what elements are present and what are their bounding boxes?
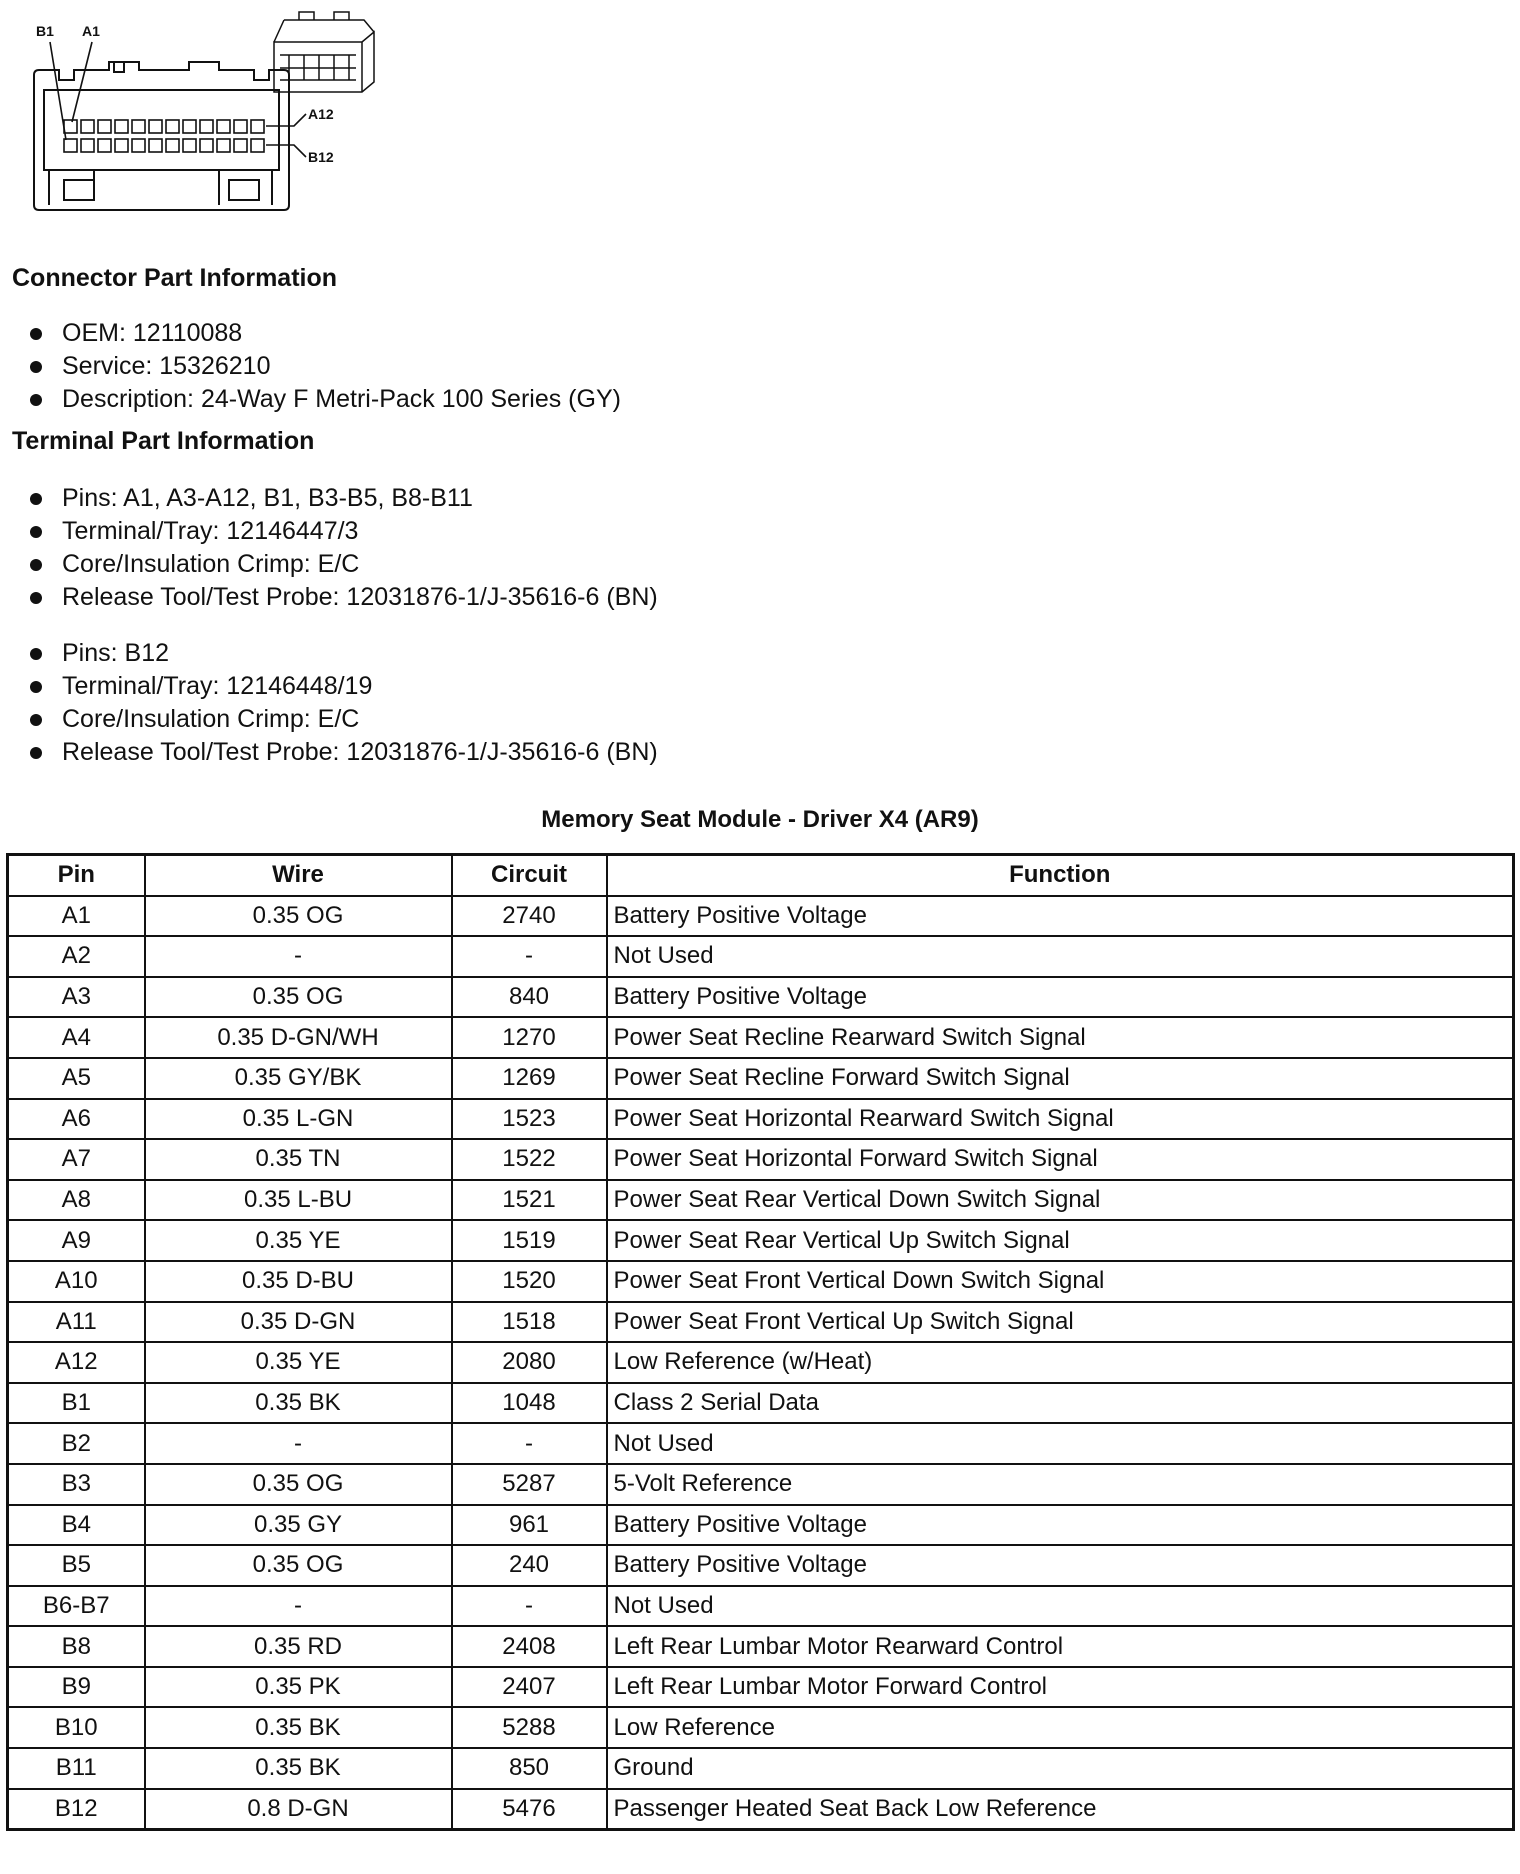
table-row <box>8 1545 1514 1586</box>
cell-pin: A4 <box>8 1017 145 1058</box>
cell-function: Power Seat Rear Vertical Down Switch Signal <box>607 1180 1514 1221</box>
cell-function: Power Seat Recline Rearward Switch Signal <box>607 1017 1514 1058</box>
cell-wire: 0.35 BK <box>145 1707 452 1748</box>
table-row <box>8 896 1514 937</box>
table-body <box>8 896 1514 1830</box>
table-row <box>8 1586 1514 1627</box>
cell-circuit: 850 <box>452 1748 607 1789</box>
table-row <box>8 1302 1514 1343</box>
cell-function: Not Used <box>607 1423 1514 1464</box>
cell-function: Ground <box>607 1748 1514 1789</box>
cell-circuit: 1520 <box>452 1261 607 1302</box>
cell-wire: 0.35 OG <box>145 1464 452 1505</box>
cell-function: Power Seat Front Vertical Down Switch Signal <box>607 1261 1514 1302</box>
cell-pin: A7 <box>8 1139 145 1180</box>
cell-pin: A9 <box>8 1220 145 1261</box>
cell-pin: B3 <box>8 1464 145 1505</box>
cell-circuit: 2080 <box>452 1342 607 1383</box>
cell-circuit: 1518 <box>452 1302 607 1343</box>
cell-function: Left Rear Lumbar Motor Rearward Control <box>607 1626 1514 1667</box>
cell-function: Not Used <box>607 936 1514 977</box>
cell-circuit: 1523 <box>452 1099 607 1140</box>
cell-circuit: 2408 <box>452 1626 607 1667</box>
cell-wire: 0.35 PK <box>145 1667 452 1708</box>
cell-wire: 0.35 BK <box>145 1748 452 1789</box>
connector-info-title: Connector Part Information <box>12 264 338 292</box>
cell-circuit: 1522 <box>452 1139 607 1180</box>
cell-circuit: 1048 <box>452 1383 607 1424</box>
cell-circuit: 5476 <box>452 1789 607 1830</box>
cell-wire: 0.35 D-GN <box>145 1302 452 1343</box>
cell-circuit: 1519 <box>452 1220 607 1261</box>
pinout-table <box>6 853 1515 1831</box>
list-item: Service: 15326210 <box>26 350 621 383</box>
cell-circuit: 5288 <box>452 1707 607 1748</box>
table-row <box>8 1626 1514 1667</box>
list-item: Pins: A1, A3-A12, B1, B3-B5, B8-B11 <box>26 482 658 515</box>
cell-wire: 0.35 D-BU <box>145 1261 452 1302</box>
cell-function: Left Rear Lumbar Motor Forward Control <box>607 1667 1514 1708</box>
cell-circuit: - <box>452 1423 607 1464</box>
cell-function: Battery Positive Voltage <box>607 1545 1514 1586</box>
cell-wire: 0.8 D-GN <box>145 1789 452 1830</box>
table-row <box>8 1464 1514 1505</box>
cell-function: Class 2 Serial Data <box>607 1383 1514 1424</box>
cell-pin: A2 <box>8 936 145 977</box>
table-row <box>8 1667 1514 1708</box>
table-row <box>8 1220 1514 1261</box>
cell-function: Battery Positive Voltage <box>607 977 1514 1018</box>
cell-circuit: 961 <box>452 1505 607 1546</box>
header-circuit: Circuit <box>452 855 607 896</box>
cell-function: Not Used <box>607 1586 1514 1627</box>
list-item: Terminal/Tray: 12146448/19 <box>26 670 658 703</box>
cell-function: Passenger Heated Seat Back Low Reference <box>607 1789 1514 1830</box>
list-item: OEM: 12110088 <box>26 317 621 350</box>
cell-function: Battery Positive Voltage <box>607 896 1514 937</box>
table-row <box>8 936 1514 977</box>
cell-circuit: 2740 <box>452 896 607 937</box>
table-row <box>8 1099 1514 1140</box>
table-row <box>8 1423 1514 1464</box>
table-row <box>8 1505 1514 1546</box>
cell-wire: 0.35 RD <box>145 1626 452 1667</box>
label-a1: A1 <box>82 23 100 39</box>
cell-function: 5-Volt Reference <box>607 1464 1514 1505</box>
table-row <box>8 1139 1514 1180</box>
list-item: Release Tool/Test Probe: 12031876-1/J-35616-6 (BN) <box>26 736 658 769</box>
cell-wire: 0.35 OG <box>145 1545 452 1586</box>
cell-wire: 0.35 D-GN/WH <box>145 1017 452 1058</box>
header-function: Function <box>607 855 1514 896</box>
cell-wire: 0.35 OG <box>145 896 452 937</box>
table-header-row <box>8 855 1514 896</box>
cell-pin: B10 <box>8 1707 145 1748</box>
table-row <box>8 1383 1514 1424</box>
label-b1: B1 <box>36 23 54 39</box>
cell-pin: A8 <box>8 1180 145 1221</box>
cell-circuit: - <box>452 1586 607 1627</box>
cell-circuit: 1269 <box>452 1058 607 1099</box>
cell-function: Low Reference (w/Heat) <box>607 1342 1514 1383</box>
list-item: Description: 24-Way F Metri-Pack 100 Series (GY) <box>26 383 621 416</box>
cell-pin: A1 <box>8 896 145 937</box>
cell-wire: 0.35 OG <box>145 977 452 1018</box>
cell-pin: B2 <box>8 1423 145 1464</box>
cell-wire: - <box>145 936 452 977</box>
cell-wire: 0.35 YE <box>145 1220 452 1261</box>
cell-wire: 0.35 BK <box>145 1383 452 1424</box>
cell-pin: A10 <box>8 1261 145 1302</box>
cell-circuit: 240 <box>452 1545 607 1586</box>
table-row <box>8 1180 1514 1221</box>
terminal-info-group-1 <box>26 482 658 614</box>
cell-function: Battery Positive Voltage <box>607 1505 1514 1546</box>
cell-circuit: 2407 <box>452 1667 607 1708</box>
cell-pin: A3 <box>8 977 145 1018</box>
cell-circuit: 1270 <box>452 1017 607 1058</box>
label-a12: A12 <box>308 106 334 122</box>
list-item: Terminal/Tray: 12146447/3 <box>26 515 658 548</box>
cell-wire: 0.35 TN <box>145 1139 452 1180</box>
cell-circuit: 5287 <box>452 1464 607 1505</box>
cell-function: Power Seat Front Vertical Up Switch Signal <box>607 1302 1514 1343</box>
cell-function: Power Seat Rear Vertical Up Switch Signal <box>607 1220 1514 1261</box>
cell-circuit: 1521 <box>452 1180 607 1221</box>
cell-wire: 0.35 L-BU <box>145 1180 452 1221</box>
cell-wire: - <box>145 1586 452 1627</box>
cell-circuit: 840 <box>452 977 607 1018</box>
table-row <box>8 977 1514 1018</box>
table-row <box>8 1789 1514 1830</box>
list-item: Core/Insulation Crimp: E/C <box>26 548 658 581</box>
header-wire: Wire <box>145 855 452 896</box>
terminal-info-title: Terminal Part Information <box>12 427 315 455</box>
cell-function: Power Seat Horizontal Forward Switch Signal <box>607 1139 1514 1180</box>
cell-pin: A12 <box>8 1342 145 1383</box>
cell-pin: B1 <box>8 1383 145 1424</box>
table-row <box>8 1017 1514 1058</box>
cell-pin: B6-B7 <box>8 1586 145 1627</box>
terminal-info-group-2 <box>26 637 658 769</box>
table-row <box>8 1707 1514 1748</box>
list-item: Core/Insulation Crimp: E/C <box>26 703 658 736</box>
cell-wire: 0.35 GY <box>145 1505 452 1546</box>
label-b12: B12 <box>308 149 334 165</box>
table-row <box>8 1261 1514 1302</box>
cell-circuit: - <box>452 936 607 977</box>
list-item: Release Tool/Test Probe: 12031876-1/J-35616-6 (BN) <box>26 581 658 614</box>
cell-pin: A5 <box>8 1058 145 1099</box>
cell-function: Low Reference <box>607 1707 1514 1748</box>
cell-pin: A11 <box>8 1302 145 1343</box>
cell-wire: 0.35 GY/BK <box>145 1058 452 1099</box>
connector-diagram <box>14 10 384 220</box>
cell-pin: B8 <box>8 1626 145 1667</box>
cell-pin: B5 <box>8 1545 145 1586</box>
cell-wire: 0.35 YE <box>145 1342 452 1383</box>
cell-pin: B12 <box>8 1789 145 1830</box>
cell-wire: 0.35 L-GN <box>145 1099 452 1140</box>
cell-pin: A6 <box>8 1099 145 1140</box>
list-item: Pins: B12 <box>26 637 658 670</box>
table-row <box>8 1342 1514 1383</box>
table-row <box>8 1058 1514 1099</box>
cell-pin: B4 <box>8 1505 145 1546</box>
cell-pin: B9 <box>8 1667 145 1708</box>
cell-wire: - <box>145 1423 452 1464</box>
table-row <box>8 1748 1514 1789</box>
connector-info-list <box>26 317 621 416</box>
header-pin: Pin <box>8 855 145 896</box>
table-caption: Memory Seat Module - Driver X4 (AR9) <box>541 806 979 833</box>
cell-function: Power Seat Horizontal Rearward Switch Signal <box>607 1099 1514 1140</box>
cell-function: Power Seat Recline Forward Switch Signal <box>607 1058 1514 1099</box>
cell-pin: B11 <box>8 1748 145 1789</box>
